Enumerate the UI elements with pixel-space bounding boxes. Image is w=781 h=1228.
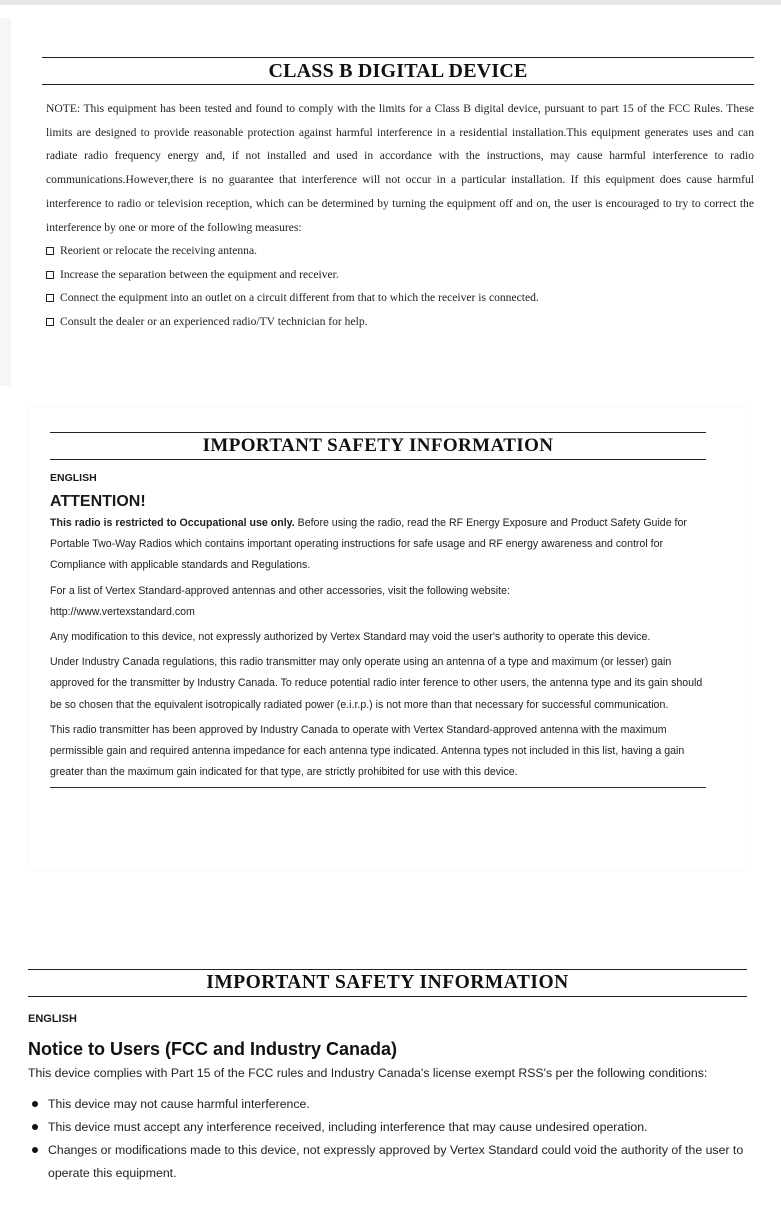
- language-label: ENGLISH: [28, 1013, 77, 1025]
- divider: [42, 84, 754, 85]
- checkbox-bullet-icon: [46, 247, 54, 255]
- accessories-text: For a list of Vertex Standard-approved antennas and other accessories, visit the following website:: [50, 584, 510, 597]
- approval-paragraph: This radio transmitter has been approved by Industry Canada to operate with Vertex Standard-approved antenna with the maximum permissible gain and required antenna impedance for each antenna type indicated. Antenna types not included in this list, having a gain greater than the maximum gain indicated for that type, are strictly prohibited for use with this device.: [50, 723, 685, 779]
- attention-heading: ATTENTION!: [50, 493, 146, 510]
- measures-list: [42, 239, 754, 333]
- safety-title: IMPORTANT SAFETY INFORMATION: [202, 435, 554, 456]
- class-b-section: [42, 57, 754, 334]
- bullet-icon: [32, 1124, 38, 1130]
- list-item: [32, 1093, 747, 1116]
- checkbox-bullet-icon: [46, 271, 54, 279]
- condition-text: Changes or modifications made to this device, not expressly approved by Vertex Standard could void the authority of the user to operate this equipment.: [48, 1143, 744, 1180]
- list-item: [46, 310, 754, 334]
- class-b-title: CLASS B DIGITAL DEVICE: [268, 60, 528, 82]
- website-link[interactable]: http://www.vertexstandard.com: [50, 605, 195, 618]
- measure-text: Reorient or relocate the receiving antenna.: [60, 244, 257, 258]
- bullet-icon: [32, 1101, 38, 1107]
- divider: [50, 459, 706, 460]
- checkbox-bullet-icon: [46, 318, 54, 326]
- list-item: [46, 239, 754, 263]
- safety-section-1: [50, 432, 706, 788]
- list-item: [46, 263, 754, 287]
- restricted-paragraph: [50, 513, 706, 577]
- checkbox-bullet-icon: [46, 294, 54, 302]
- bullet-icon: [32, 1147, 38, 1153]
- divider: [50, 787, 706, 788]
- safety-section-2: [28, 969, 747, 1185]
- condition-text: This device may not cause harmful interference.: [48, 1097, 310, 1111]
- modification-paragraph: Any modification to this device, not expressly authorized by Vertex Standard may void the user's authority to operate this device.: [50, 631, 651, 644]
- notice-heading: Notice to Users (FCC and Industry Canada): [28, 1039, 398, 1059]
- measure-text: Connect the equipment into an outlet on a circuit different from that to which the receiver is connected.: [60, 291, 539, 305]
- page-edge-shade: [0, 18, 11, 386]
- accessories-paragraph: [50, 581, 706, 623]
- list-item: [46, 286, 754, 310]
- divider: [28, 996, 747, 997]
- list-item: [32, 1116, 747, 1139]
- conditions-list: [28, 1093, 747, 1185]
- industry-canada-paragraph: Under Industry Canada regulations, this radio transmitter may only operate using an antenna of a type and maximum (or lesser) gain approved for the transmitter by Industry Canada. To reduce potential radio inter ference to other users, the antenna type and its gain should be so chosen that the equivalent isotropically radiated power (e.i.r.p.) is not more than that necessary for successful communication.: [50, 656, 703, 711]
- language-label: ENGLISH: [50, 472, 97, 484]
- condition-text: This device must accept any interference received, including interference that may cause undesired operation.: [48, 1120, 648, 1134]
- class-b-note: NOTE: This equipment has been tested and found to comply with the limits for a Class B digital device, pursuant to part 15 of the FCC Rules. These limits are designed to provide reasonable protection against harmful interference in a residential installation.This equipment generates uses and can radiate radio frequency energy and, if not installed and used in accordance with the instructions, may cause harmful interference to radio communications.However,there is no guarantee that interference will not occur in a particular installation. If this equipment does cause harmful interference to radio or television reception, which can be determined by turning the equipment off and on, the user is encouraged to try to correct the interference by one or more of the following measures:: [46, 102, 754, 234]
- restricted-rest: Before using the radio, read the RF Energy Exposure and Product Safety Guide for Portable Two-Way Radios which contains important operating instructions for safe usage and RF energy awareness and control for Compliance with applicable standards and Regulations.: [50, 517, 687, 572]
- measure-text: Increase the separation between the equipment and receiver.: [60, 267, 339, 281]
- safety-title: IMPORTANT SAFETY INFORMATION: [206, 972, 569, 993]
- restricted-bold: This radio is restricted to Occupational use only.: [50, 517, 295, 529]
- measure-text: Consult the dealer or an experienced radio/TV technician for help.: [60, 315, 368, 328]
- top-bar: [0, 0, 781, 5]
- notice-intro: This device complies with Part 15 of the FCC rules and Industry Canada's license exempt RSS's per the following conditions:: [28, 1066, 708, 1080]
- list-item: [32, 1139, 747, 1185]
